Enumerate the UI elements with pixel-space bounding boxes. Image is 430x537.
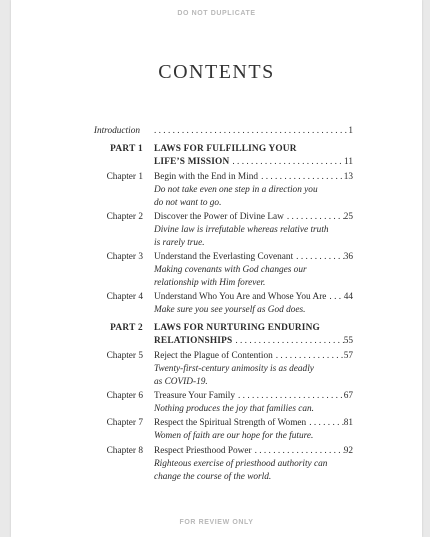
- chapter-label: Chapter 8: [106, 446, 143, 456]
- chapter-subtitle: Women of faith are our hope for the future.: [154, 431, 314, 441]
- page-title: CONTENTS: [158, 61, 275, 83]
- leader-dots: [258, 172, 344, 182]
- page-number: 67: [343, 391, 353, 401]
- toc-part-2-line2[interactable]: [11, 336, 422, 352]
- chapter-label: Chapter 2: [106, 212, 143, 222]
- part-label: PART 1: [110, 144, 143, 154]
- chapter-label: Chapter 3: [106, 252, 143, 262]
- leader-dots: [252, 446, 344, 456]
- chapter-label: Chapter 4: [106, 292, 143, 302]
- chapter-subtitle: Divine law is irrefutable whereas relative truth: [154, 225, 329, 235]
- part-title-line1: LAWS FOR FULFILLING YOUR: [154, 144, 297, 154]
- part-title-line2: LIFE’S MISSION: [154, 157, 230, 167]
- watermark-bottom: FOR REVIEW ONLY: [179, 519, 254, 526]
- chapter-subtitle: as COVID-19.: [154, 377, 208, 387]
- chapter-subtitle: change the course of the world.: [154, 472, 272, 482]
- chapter-subtitle: relationship with Him forever.: [154, 278, 266, 288]
- part-title-line2: RELATIONSHIPS: [154, 336, 233, 346]
- page-number: 57: [343, 351, 353, 361]
- leader-dots: [154, 126, 348, 136]
- toc-entry-introduction[interactable]: [11, 126, 422, 142]
- page-number: 1: [348, 126, 353, 136]
- page-number: 25: [343, 212, 353, 222]
- chapter-subtitle: do not want to go.: [154, 198, 222, 208]
- page-number: 11: [344, 157, 353, 167]
- book-page: [11, 0, 422, 537]
- part-title-line1: LAWS FOR NURTURING ENDURING: [154, 323, 320, 333]
- chapter-title: Respect Priesthood Power: [154, 446, 252, 456]
- chapter-subtitle: is rarely true.: [154, 238, 205, 248]
- leader-dots: [284, 212, 344, 222]
- chapter-title: Begin with the End in Mind: [154, 172, 259, 182]
- part-label: PART 2: [110, 323, 143, 333]
- chapter-label: Chapter 5: [106, 351, 143, 361]
- chapter-subtitle: Nothing produces the joy that families can.: [154, 404, 315, 414]
- chapter-subtitle: Righteous exercise of priesthood authority can: [154, 459, 328, 469]
- chapter-label: Chapter 1: [106, 172, 143, 182]
- chapter-subtitle: Make sure you see yourself as God does.: [154, 305, 306, 315]
- leader-dots: [306, 418, 344, 428]
- page-number: 55: [343, 336, 353, 346]
- chapter-subtitle: Do not take even one step in a direction you: [154, 185, 318, 195]
- toc-part-1-line2[interactable]: [11, 157, 422, 173]
- page-number: 81: [343, 418, 353, 428]
- chapter-title: Reject the Plague of Contention: [154, 351, 273, 361]
- entry-label: Introduction: [93, 126, 140, 136]
- page-number: 13: [343, 172, 353, 182]
- chapter-title: Understand the Everlasting Covenant: [154, 252, 294, 262]
- leader-dots: [293, 252, 344, 262]
- page-number: 92: [343, 446, 353, 456]
- watermark-top: DO NOT DUPLICATE: [177, 10, 256, 17]
- page-number: 36: [343, 252, 353, 262]
- chapter-subtitle: Making covenants with God changes our: [154, 265, 307, 275]
- chapter-title: Understand Who You Are and Whose You Are: [154, 292, 327, 302]
- leader-dots: [273, 351, 344, 361]
- chapter-label: Chapter 7: [106, 418, 143, 428]
- chapter-title: Treasure Your Family: [154, 391, 236, 401]
- leader-dots: [232, 336, 343, 346]
- chapter-title: Discover the Power of Divine Law: [154, 212, 284, 222]
- chapter-subtitle: Twenty-first-century animosity is as deadly: [154, 364, 314, 374]
- chapter-label: Chapter 6: [106, 391, 143, 401]
- page-number: 44: [343, 292, 353, 302]
- leader-dots: [235, 391, 344, 401]
- leader-dots: [326, 292, 343, 302]
- chapter-title: Respect the Spiritual Strength of Women: [154, 418, 307, 428]
- leader-dots: [229, 157, 344, 167]
